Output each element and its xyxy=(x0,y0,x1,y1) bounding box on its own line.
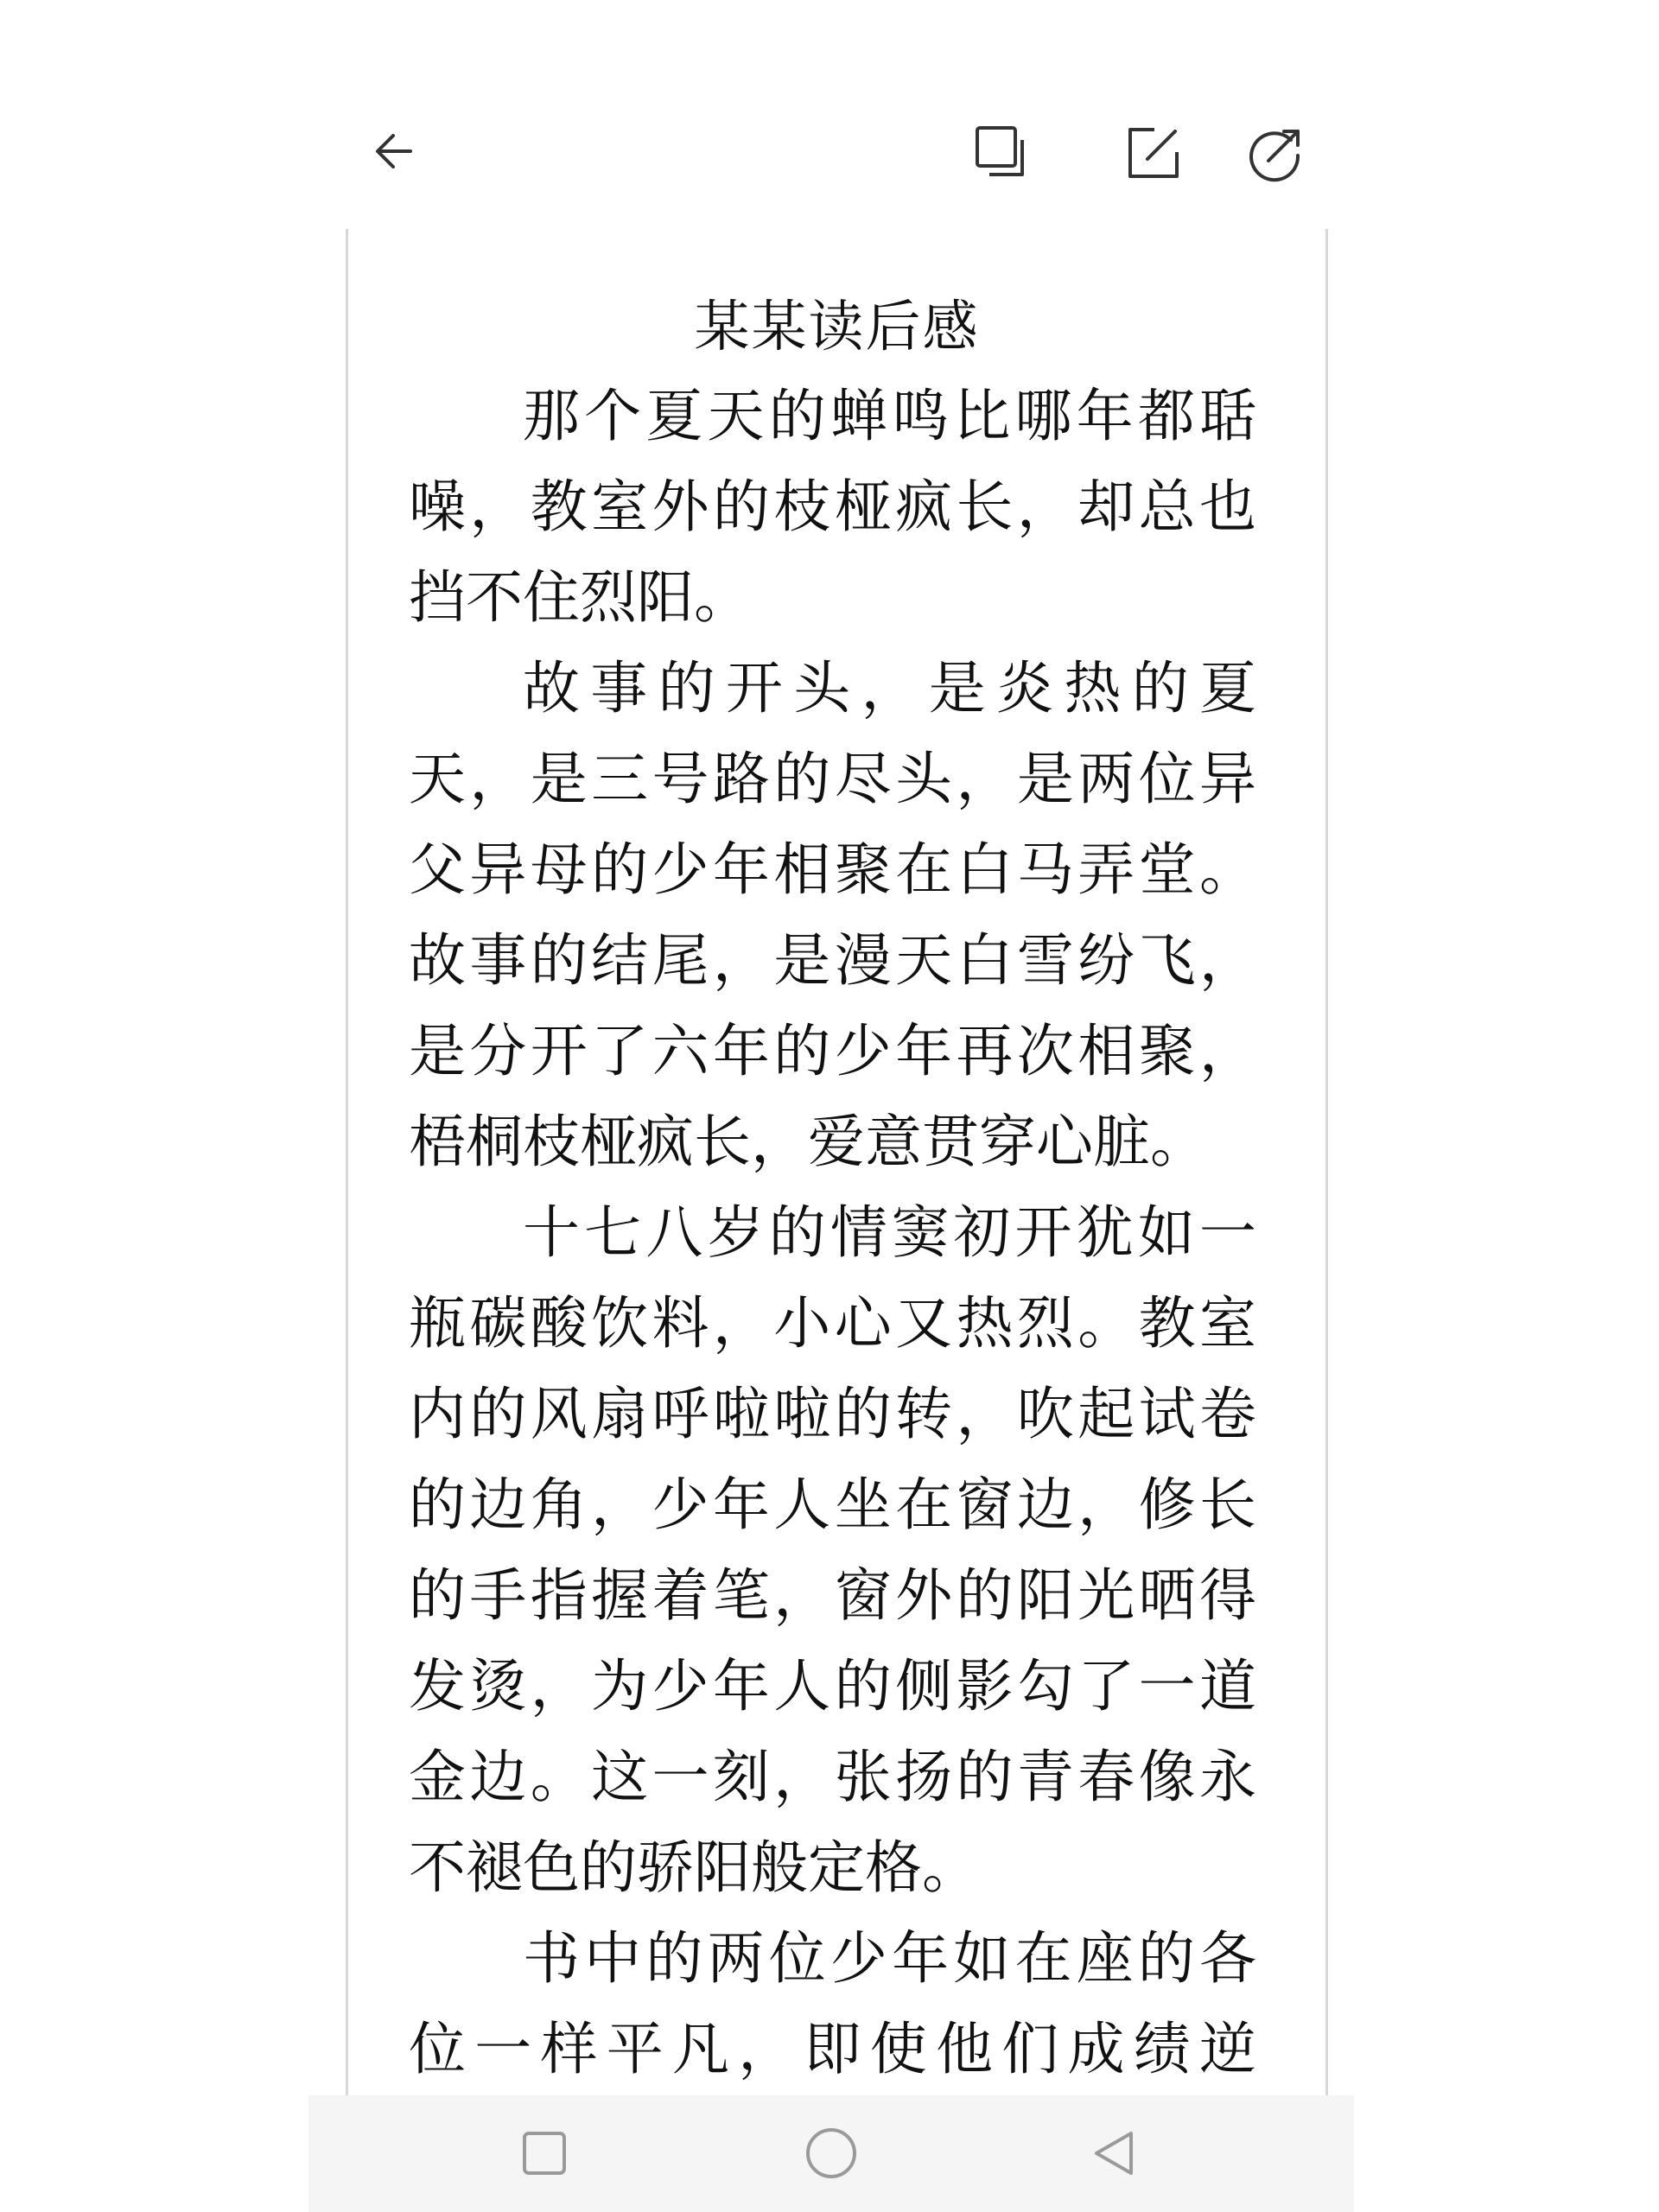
document-page xyxy=(346,229,1328,2095)
edit-icon[interactable] xyxy=(1106,105,1201,200)
triangle-back-icon[interactable] xyxy=(1076,2114,1154,2192)
document-title: 某某读后感 xyxy=(694,296,980,359)
paragraph-1: 那个夏天的蝉鸣比哪年都聒噪，教室外的枝桠疯长，却总也挡不住烈阳。 xyxy=(409,383,1256,631)
copy-icon[interactable] xyxy=(955,105,1050,200)
top-toolbar xyxy=(0,0,1659,229)
system-navigation-bar xyxy=(308,2095,1354,2212)
paragraph-3: 十七八岁的情窦初开犹如一瓶碳酸饮料，小心又热烈。教室内的风扇呼啦啦的转，吹起试卷的边角，少年人坐在窗边，修长的手指握着笔，窗外的阳光晒得发烫，为少年人的侧影勾了一道金边。这一刻，张扬的青春像永不褪色的骄阳般定格。 xyxy=(409,1199,1256,1901)
paragraph-4: 书中的两位少年如在座的各位一样平凡，即使他们成绩逆 xyxy=(409,1925,1256,2082)
document-body xyxy=(348,367,1325,2185)
share-icon[interactable] xyxy=(1229,105,1324,200)
paragraph-2: 故事的开头，是炎热的夏天，是三号路的尽头，是两位异父异母的少年相聚在白马弄堂。故事的结尾，是漫天白雪纷飞，是分开了六年的少年再次相聚，梧桐枝桠疯长，爱意贯穿心脏。 xyxy=(409,655,1256,1175)
back-arrow-icon[interactable] xyxy=(350,104,445,199)
circle-home-icon[interactable] xyxy=(792,2114,870,2192)
square-recent-apps-icon[interactable] xyxy=(505,2114,583,2192)
